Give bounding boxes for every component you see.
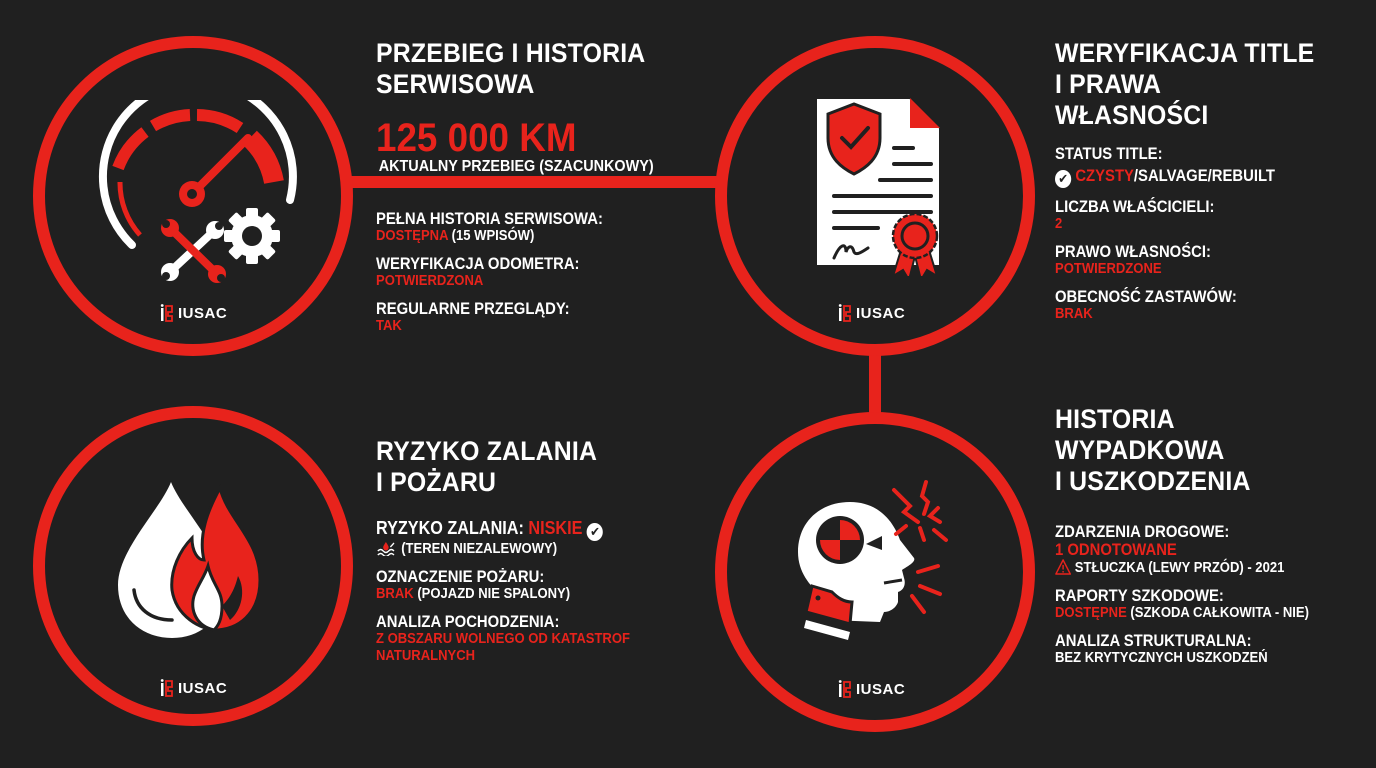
flood-water-icon xyxy=(376,542,396,556)
logo-text: IUSAC xyxy=(856,680,906,698)
section-title: WERYFIKACJA TITLE I PRAWA WŁASNOŚCI xyxy=(1055,38,1315,130)
info-item-damage-reports: RAPORTY SZKODOWE: DOSTĘPNE (SZKODA CAŁKOWITA - NIE) xyxy=(1055,587,1309,621)
iusac-logo-icon xyxy=(838,680,852,698)
info-item-service-history: PEŁNA HISTORIA SERWISOWA: DOSTĘPNA (15 WPISÓW) xyxy=(376,210,603,244)
check-circle-icon: ✔ xyxy=(1055,170,1071,188)
brand-logo xyxy=(160,679,227,697)
info-item-origin-analysis: ANALIZA POCHODZENIA: Z OBSZARU WOLNEGO OD KATASTROF NATURALNYCH xyxy=(376,613,630,664)
info-item-inspections: REGULARNE PRZEGLĄDY: TAK xyxy=(376,300,570,334)
iusac-logo-icon xyxy=(160,304,174,322)
info-item-fire-mark: OZNACZENIE POŻARU: BRAK (POJAZD NIE SPALONY) xyxy=(376,568,571,602)
panel-flood-fire xyxy=(376,436,658,665)
brand-logo xyxy=(838,680,905,698)
logo-text: IUSAC xyxy=(856,304,906,322)
iusac-logo-icon xyxy=(838,304,852,322)
panel-title-verification xyxy=(1055,38,1337,323)
vertical-connector xyxy=(869,350,881,416)
info-item-flood-risk: RYZYKO ZALANIA: NISKIE ✔ (TEREN NIEZALEWOWY) xyxy=(376,518,658,558)
info-item-ownership: PRAWO WŁASNOŚCI: POTWIERDZONE xyxy=(1055,243,1211,277)
info-item-odometer: WERYFIKACJA ODOMETRA: POTWIERDZONA xyxy=(376,255,580,289)
info-item-liens: OBECNOŚĆ ZASTAWÓW: BRAK xyxy=(1055,288,1237,322)
section-title: PRZEBIEG I HISTORIA SERWISOWA xyxy=(376,38,646,99)
panel-mileage xyxy=(376,38,684,335)
crash-test-dummy-head-icon xyxy=(790,478,960,653)
info-item-structural-analysis: ANALIZA STRUKTURALNA: BEZ KRYTYCZNYCH USZKODZEŃ xyxy=(1055,632,1268,666)
warning-triangle-icon xyxy=(1055,559,1071,575)
check-circle-icon: ✔ xyxy=(587,523,603,541)
mileage-value: 125 000 KM xyxy=(376,116,577,160)
water-drop-fire-icon xyxy=(110,480,280,655)
section-title: HISTORIA WYPADKOWA I USZKODZENIA xyxy=(1055,404,1251,496)
panel-accident-history xyxy=(1055,404,1337,667)
certificate-document-shield-icon xyxy=(798,96,948,281)
logo-text: IUSAC xyxy=(178,679,228,697)
info-item-title-status: STATUS TITLE: ✔ CZYSTY/SALVAGE/REBUILT xyxy=(1055,145,1275,186)
mileage-caption: AKTUALNY PRZEBIEG (SZACUNKOWY) xyxy=(378,158,654,175)
speedometer-wrench-gear-icon xyxy=(90,100,300,295)
brand-logo xyxy=(160,304,227,322)
info-item-owners: LICZBA WŁAŚCICIELI: 2 xyxy=(1055,198,1215,232)
brand-logo xyxy=(838,304,905,322)
info-item-road-events: ZDARZENIA DROGOWE: 1 ODNOTOWANE STŁUCZKA (LEWY PRZÓD) - 2021 xyxy=(1055,523,1285,576)
section-title: RYZYKO ZALANIA I POŻARU xyxy=(376,436,598,497)
iusac-logo-icon xyxy=(160,679,174,697)
logo-text: IUSAC xyxy=(178,304,228,322)
